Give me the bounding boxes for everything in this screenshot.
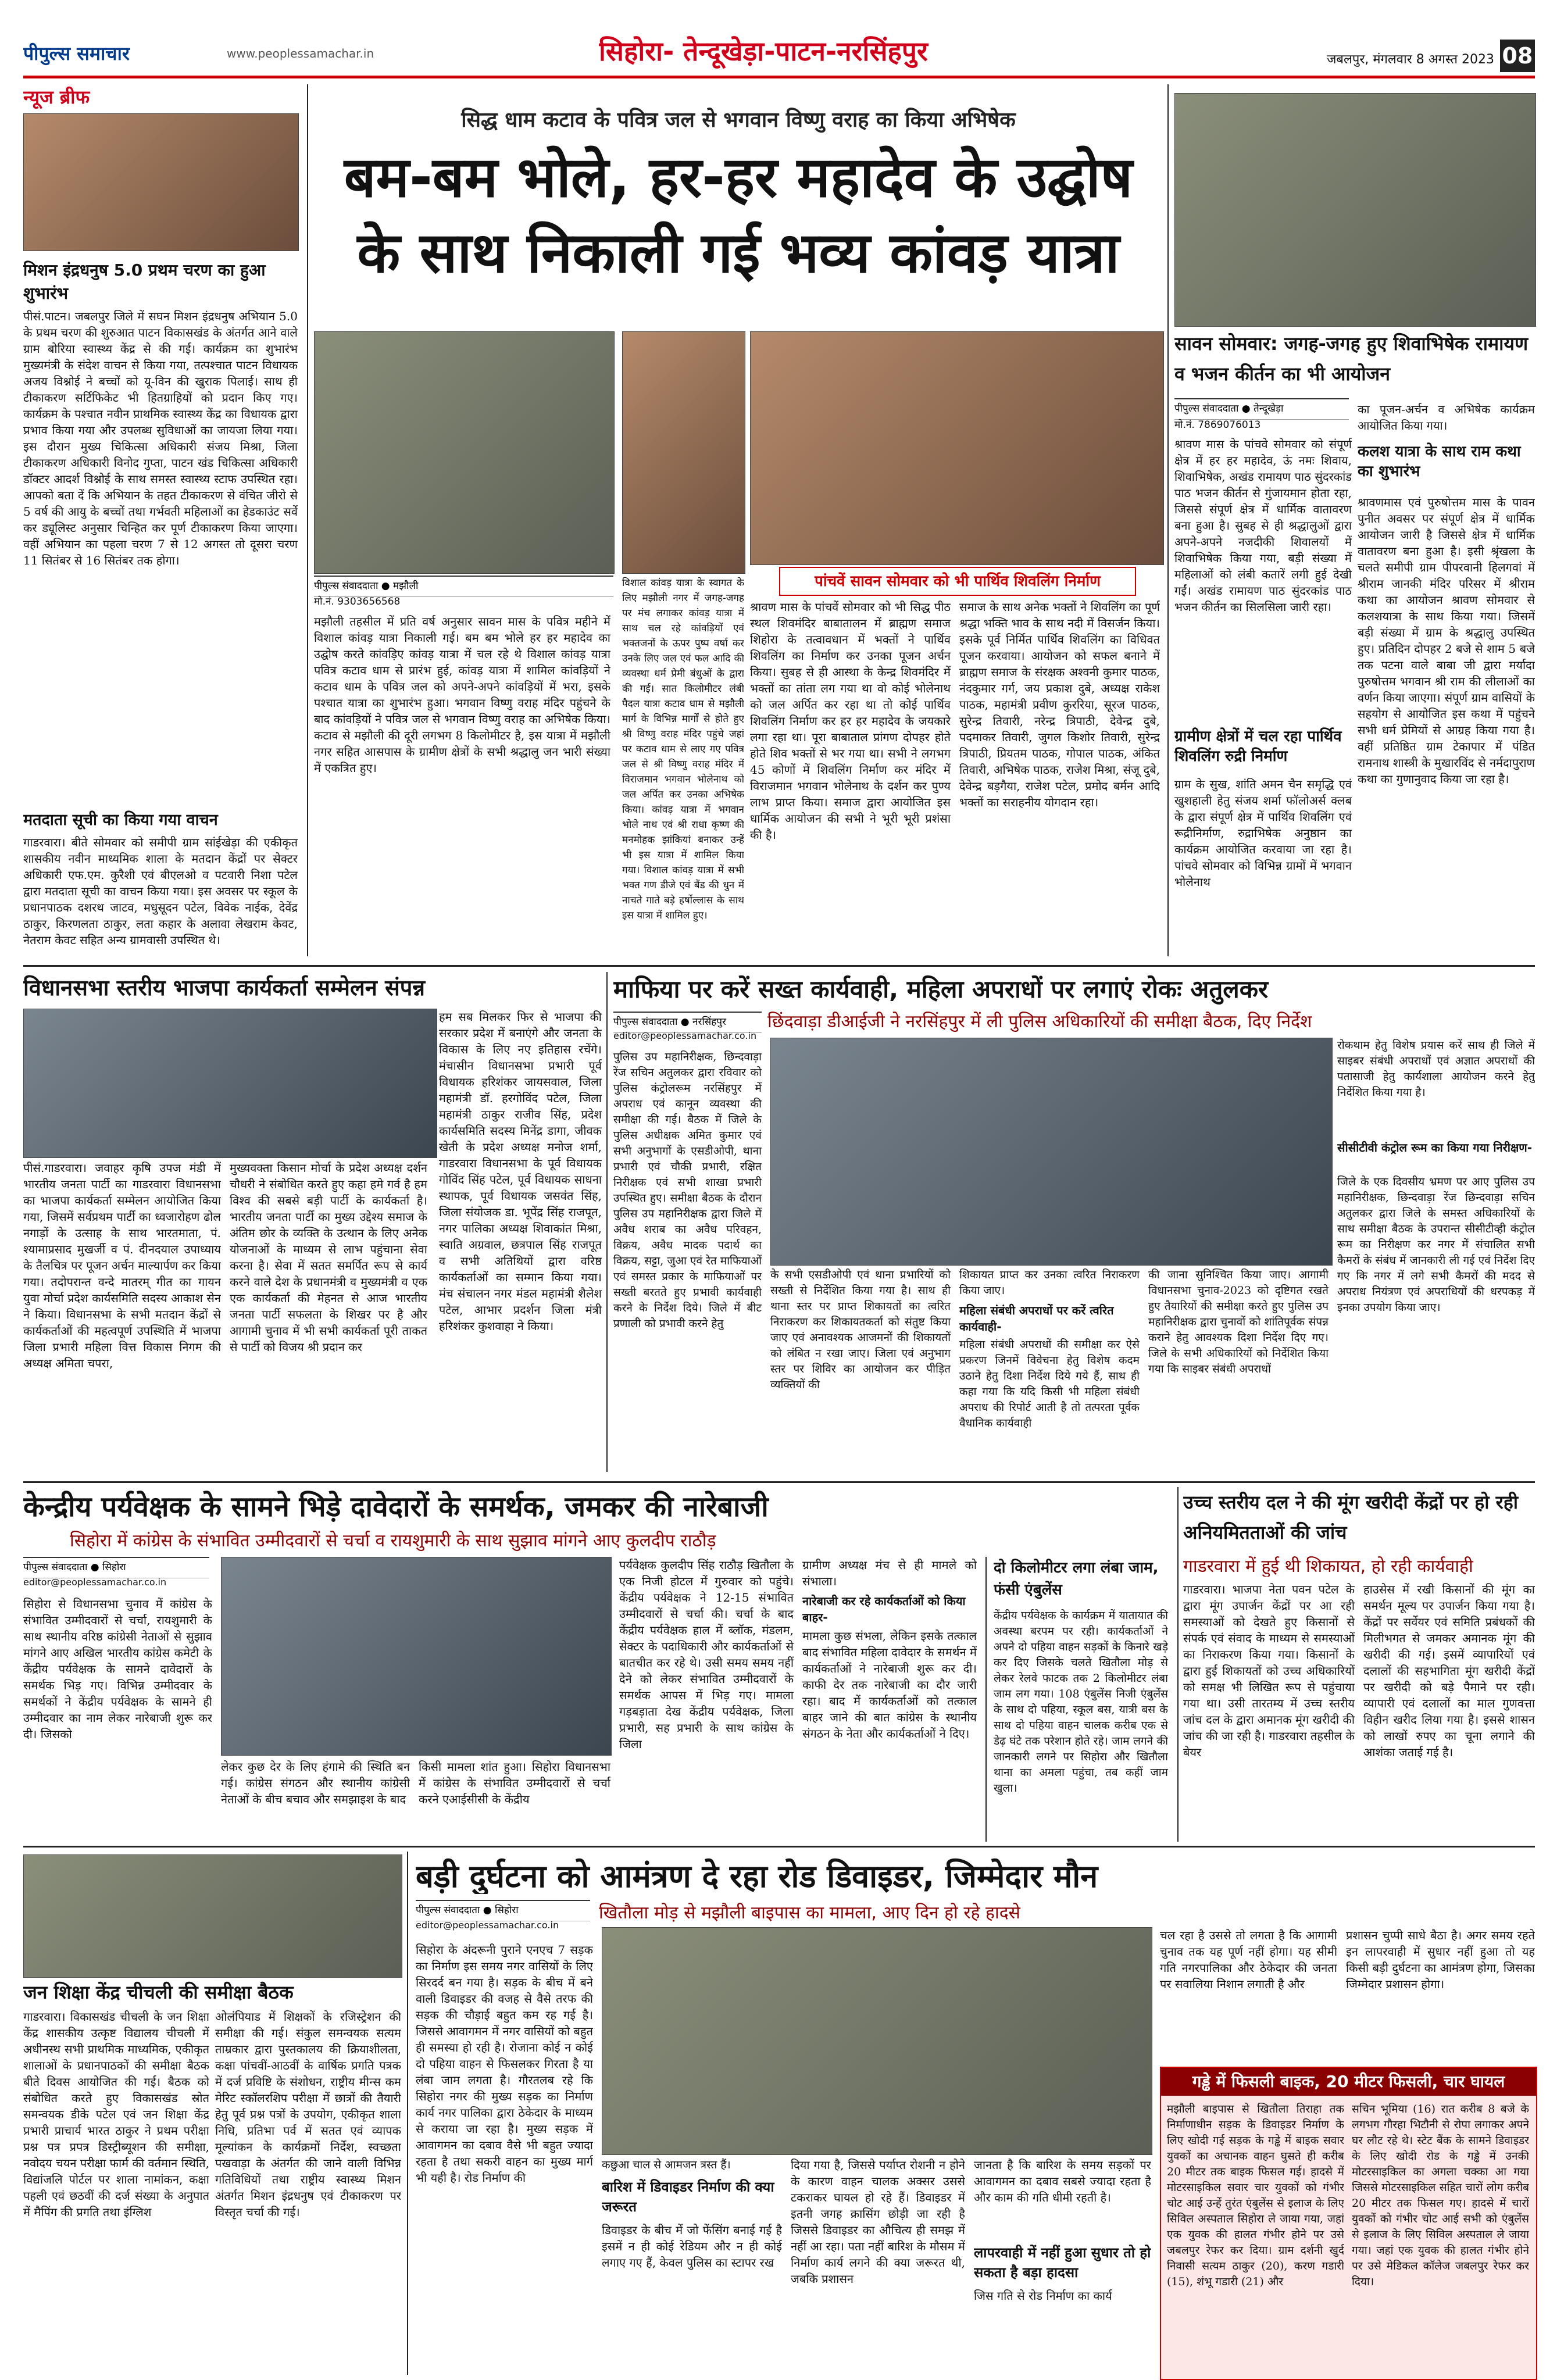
moong-col1: गाडरवारा। भाजपा नेता पवन पटेल के द्वारा मूंग उपार्जन केंद्रों पर आ रही समस्याओं को देखते हुए किसानों से संपर्क एवं संवाद के माध्यम से समस्याओं का निराकरण किया गया। किसानों के द्वारा हुई शिकायतों को उच्च अधिकारियों को समक्ष भी लिखित रूप से पहुंचाया गया था। उसी तारतम्य में उच्च स्तरीय जांच दल के द्वारा अमानक मूंग खरीदी की जांच की जा रही है। गाडरवारा तहसील के बेयर — [1183, 1582, 1355, 1759]
divider-col3: जानता है कि बारिश के समय सड़कों पर आवागमन का दबाव सबसे ज्यादा रहता है और काम की गति धीमी रहती है। — [974, 2158, 1151, 2204]
divider-col2: दिया गया है, जिससे पर्याप्त रोशनी न होने के कारण वाहन चालक अक्सर उससे टकराकर घायल हो रहे हैं। डिवाइडर में इतनी जगह क्रासिंग छोड़ी जा रही है जिससे डिवाइडर का औचित्य ही समझ में नहीं आ रहा। पता नहीं बारिश के मौसम में निर्माण कार्य लगने की क्या जरूरत थी, जबकि प्रशासन — [791, 2158, 965, 2286]
mafia-sub1: महिला संबंधी अपराधों पर करें त्वरित कार्यवाही- — [959, 1303, 1114, 1334]
bike-headline: गड्ढे में फिसली बाइक, 20 मीटर फिसली, चार घायल — [1161, 2068, 1536, 2096]
row2-rule — [23, 1481, 1535, 1483]
brief-photo — [23, 113, 299, 251]
bike-box — [1160, 2067, 1537, 2380]
lead-photo-left — [314, 331, 615, 574]
bjp-col2: मुख्यवक्ता किसान मोर्चा के प्रदेश अध्यक्ष दर्शन चौधरी ने संबोधित करते हुए कहा हमे गर्व है हम विश्व की सबसे बड़ी पार्टी के कार्यकर्ता है। भारतीय जनता पार्टी का मुख्य उद्देश्य समाज के अंतिम छोर के व्यक्ति के उत्थान के लिए अनेक योजनाओं के माध्यम से लाभ पहुंचाना सेवा करना है। सेवा में सतत समर्पित रूप से कार्य करने वाले देश के प्रधानमंत्री व मुख्यमंत्री व एक एक कार्यकर्ता की मेहनत से आज भारतीय जनता पार्टी सफलता के शिखर पर है और आगामी चुनाव में भी सभी कार्यकर्ता पूरी ताकत से पार्टी को विजय श्री प्रदान कर — [230, 1161, 427, 1354]
divider-photo — [602, 1927, 1152, 2155]
lead-headline: बम-बम भोले, हर-हर महादेव के उद्घोष के साथ निकाली गई भव्य कांवड़ यात्रा — [344, 145, 1133, 285]
bike-col2: सचिन भूमिया (16) रात करीब 8 बजे के लगभग गौरहा भिटौनी से रोपा लगाकर अपने घर लौट रहे थे। स्टेट बैंक के सामने डिवाइडर के लिए खोदी रोड के गड्ढे में उनकी मोटरसाइकिल का अगला चक्का आ गया जिससे मोटरसाइकिल सहित चारों लोग करीब 20 मीटर तक फिसल गए। हादसे में चारों युवकों को गंभीर चोट आई सभी को एंबुलेंस से इलाज के लिए सिविल अस्पताल ले जाया गया। जहां एक युवक की हालत गंभीर होने पर उसे मेडिकल कॉलेज जबलपुर रेफर कर दिया। — [1352, 2103, 1529, 2288]
lead-photo-middle — [622, 331, 745, 574]
jan-shiksha-col2: ओलंपियाड में शिक्षकों के रजिस्ट्रेशन की समीक्षा की गई। संकुल समन्वयक सत्यम ताम्रकार द्वारा पुस्तकालय की क्रियाशीलता, कक्षा पांचवीं-आठवीं के वार्षिक प्रगति पत्रक में दर्ज प्रविष्टि के संशोधन, राष्ट्रीय मीन्स कम मेरिट स्कॉलरशिप परीक्षा में छात्रों की तैयारी हेतु पूर्व प्रश्न पत्रों के उपयोग, एकीकृत शाला निधि, प्रतिभा पर्व में सतत एवं व्यापक मूल्यांकन के कार्यक्रमों निर्देश, स्वच्छता पखवाड़ा के अंतर्गत की जाने वाली विभिन्न गतिविधियों तथा राष्ट्रीय स्वास्थ्य मिशन अंतर्गत मिशन इंद्रधनुष एवं टीकाकरण पर विस्तृत चर्चा की गई। — [215, 2010, 401, 2219]
row3-rule — [23, 1846, 1535, 1847]
divider-col1: सिहोरा के अंदरूनी पुराने एनएच 7 सड़क का निर्माण इस समय नगर वासियों के लिए सिरदर्द बन गया है। सड़क के बीच में बने वाली डिवाइडर की वजह से वैसे तरफ की सड़क की चौड़ाई बहुत कम रह गई है। जिससे आवागमन में नगर वासियों को बहुत ही समस्या हो रही है। रोजाना कोई न कोई दो पहिया वाहन से फिसलकर गिरता है या लंबा जाम लगता है। गौरतलब रहे कि सिहोरा नगर की मुख्य सड़क का निर्माण कार्य नगर पालिका द्वारा ठेकेदार के माध्यम से कराया जा रहा है। मुख्य सड़क में आवागमन का दबाव वैसे भी बहुत ज्यादा रहता है तथा सकरी वाहन का मुख्य मार्ग भी यही है। रोड निर्माण की — [416, 1943, 593, 2185]
lead-phone: मो.नं. 9303656568 — [314, 596, 401, 607]
mafia-col2: के सभी एसडीओपी एवं थाना प्रभारियों को सख्ती से निर्देशित किया गया है। साथ ही थाना स्तर पर प्राप्त शिकायतों का त्वरित निराकरण कर शिकायतकर्ता को संतुष्ट किया जाए एवं अनावश्यक आजमनों की शिकायतों को लंबित न रखा जाए। जिला एवं अनुभाग स्तर पर शिविर का आयोजन कर पीड़ित व्यक्तियों की — [770, 1268, 951, 1391]
congress-col5a: ग्रामीण अध्यक्ष मंच से ही मामले को संभाला। — [802, 1558, 977, 1588]
divider-subhead: खितौला मोड़ से मझौली बाइपास का मामला, आए दिन हो रहे हादसे — [599, 1903, 1020, 1923]
jan-shiksha-divider — [407, 1852, 408, 2375]
bjp-photo — [23, 1009, 437, 1158]
mafia-col3b: महिला संबंधी अपराधों की समीक्षा कर ऐसे प्रकरण जिनमें विवेचना हेतु विशेष कदम उठाने हेतु दिशा निर्देश दिये गये हैं, साथ ही कहा गया कि यदि किसी भी महिला संबंधी अपराध की रिपोर्ट आती है तो तत्परता पूर्वक वैधानिक कार्यवाही — [959, 1338, 1140, 1430]
divider-photo-caption: कछुआ चाल से आमजन त्रस्त हैं। — [602, 2159, 731, 2171]
mafia-byline: पीपुल्स संवाददाता ● नरसिंहपुर — [613, 1012, 762, 1033]
congress-col3: किसी मामला शांत हुआ। सिहोरा विधानसभा में कांग्रेस के संभावित उम्मीदवारों से चर्चा करने एआईसीसी के केंद्रीय — [419, 1760, 610, 1806]
congress-col4: पर्यवेक्षक कुलदीप सिंह राठौड़ खितौला के एक निजी होटल में गुरुवार को पहुंचे। केंद्रीय पर्यवेक्षक ने 12-15 संभावित उम्मीदवारों से चर्चा की। चर्चा के बाद केंद्रीय पर्यवेक्षक हाल में ब्लॉक, मंडलम, सेक्टर के पदाधिकारी और कार्यकर्ताओं से बातचीत कर रहे थे। उसी समय समय नहीं देने को लेकर संभावित उम्मीदवारों के समर्थक आपस में भिड़ गए। मामला गड़बड़ाता देख केंद्रीय पर्यवेक्षक, जिला प्रभारी, सह प्रभारी के साथ कांग्रेस के जिला — [619, 1558, 794, 1751]
jan-shiksha-photo — [23, 1854, 402, 1978]
jam-box — [985, 1557, 1173, 1842]
brief1-body: पीसं.पाटन। जबलपुर जिले में सघन मिशन इंद्रधनुष अभियान 5.0 के प्रथम चरण की शुरुआत पाटन विकासखंड के अंतर्गत आने वाले ग्राम बोरिया स्वास्थ्य केंद्र से की गई। कार्यक्रम का शुभारंभ मुख्यमंत्री के संदेश वाचन से किया गया, तत्पश्चात पाटन विधायक अजय विश्नोई ने बच्चों को यू-विन की खुराक पिलाई। साथ ही टीकाकरण सर्टिफिकेट भी हितग्राहियों को प्रदान किए गए। कार्यक्रम के पश्चात नवीन प्राथमिक स्वास्थ्य केंद्र का विधायक द्वारा प्रभाव किया गया और उपलब्ध सुविधाओं का जायजा लिया गया। इस दौरान मुख्य चिकित्सा अधिकारी संजय मिश्रा, जिला टीकाकरण अधिकारी विनोद गुप्ता, पाटन खंड चिकित्सा अधिकारी डॉक्टर आदर्श विश्नोई के साथ समस्त स्वास्थ्य स्टाफ उपस्थित रहा। आपको बता दें कि अभियान के तहत टीकाकरण से वंचित जीरो से 5 वर्ष की आयु के बच्चों तथा गर्भवती महिलाओं का हेडकाउंट सर्वे कर ड्यूलिस्ट अनुसार चिन्हित कर पूर्ण टीकाकरण किया जाएगा। वहीं अभियान का पहला चरण 7 से 12 अगस्त तो दूसरा चरण 11 सितंबर से 16 सितंबर तक होगा। — [23, 309, 298, 567]
brief2-body: गाडरवारा। बीते सोमवार को समीपी ग्राम सांईखेड़ा की एकीकृत शासकीय नवीन माध्यमिक शाला के मतदान केंद्रों पर सेक्टर अधिकारी एफ.एम. कुरैशी एवं बीएलओ व पटवारी निशा पटेल द्वारा मतदाता सूची का वाचन किया गया। इस अवसर पर स्कूल के प्रधानपाठक दशरथ जाटव, मधुसूदन पटेल, विवेक नाईक, देवेंद्र ठाकुर, किरणलता ठाकुर, लता कहार के अलावा लेखराम केवट, नेतराम केवट सहित अन्य ग्रामवासी उपस्थित थे। — [23, 835, 298, 947]
mafia-col3a: शिकायत प्राप्त कर उनका त्वरित निराकरण किया जाए। — [959, 1268, 1140, 1297]
news-brief-column — [23, 84, 302, 962]
lead-kicker: सिद्ध धाम कटाव के पवित्र जल से भगवान विष्णु वराह का किया अभिषेक — [461, 108, 1016, 132]
lead-divider — [1167, 84, 1169, 956]
right-top-col2b: श्रावणमास एवं पुरुषोत्तम मास के पावन पुनीत अवसर पर संपूर्ण क्षेत्र में धार्मिक आयोजन जारी है जिससे क्षेत्र में धार्मिक वातावरण बना हुआ है। इसी श्रृंखला के चलते समीपी ग्राम पीपरवानी हिलगवां में श्रीराम जानकी मंदिर परिसर में श्रीराम कथा का आयोजन श्रावण सोमवार से कलशयात्रा के साथ किया गया। जिसमें बड़ी संख्या में ग्राम के श्रद्धालु उपस्थित हुए। प्रतिदिन दोपहर 2 बजे से शाम 5 बजे तक पटना वाले बाबा जी द्वारा मर्यादा पुरुषोत्तम भगवान श्री राम की लीलाओं का वर्णन किया जाएगा। संपूर्ण ग्राम वासियों के सहयोग से आयोजित इस कथा में पहुंचने सभी धर्म प्रेमियों से आग्रह किया गया है। वहीं प्रतिष्ठित ग्राम टेकापार में पंडित रामनाथ शास्त्री के मुखारविंद से नर्मदापुराण कथा का गुणानुवाद किया जा रहा है। — [1358, 495, 1535, 786]
mafia-sub2: सीसीटीवी कंट्रोल रूम का किया गया निरीक्षण- — [1337, 1141, 1533, 1155]
right-top-photo — [1174, 93, 1536, 327]
news-brief-label: न्यूज ब्रीफ — [23, 86, 90, 108]
lead-col4: समाज के साथ अनेक भक्तों ने शिवलिंग का पूर्ण श्रद्धा भक्ति भाव के साथ नदी में विसर्जन किया। इसके पूर्व निर्मित पार्थिव शिवलिंग का विधिवत पूजन करवाया। आयोजन को सफल बनाने में ब्राह्मण समाज के संरक्षक अश्वनी कुमार पाठक, नंदकुमार गर्ग, जय प्रकाश दुबे, अध्यक्ष राकेश पाठक, महामंत्री प्रवीण कुररिया, सूरज पाठक, सुरेन्द्र तिवारी, नरेन्द्र त्रिपाठी, देवेन्द्र दुबे, पदमाकर तिवारी, जुगल किशोर तिवारी, सुरेन्द्र त्रिपाठी, प्रियतम पाठक, गोपाल पाठक, अंकित तिवारी, अभिषेक पाठक, राजेश मिश्रा, संजू दुबे, देवेन्द्र बड़गैया, राजेश पटेल, प्रमोद बर्मन आदि भक्तों का सराहनीय योगदान रहा। — [959, 600, 1160, 809]
row1-rule — [23, 965, 1535, 967]
jan-shiksha-headline: जन शिक्षा केंद्र चीचली की समीक्षा बैठक — [23, 1981, 294, 2003]
congress-byline: पीपुल्स संवाददाता ● सिहोरा — [23, 1557, 209, 1578]
congress-sub1: नारेबाजी कर रहे कार्यकर्ताओं को किया बाहर- — [802, 1594, 966, 1624]
dateline: जबलपुर, मंगलवार 8 अगस्त 2023 — [1327, 52, 1494, 67]
divider-col4: चल रहा है उससे तो लगता है कि आगामी चुनाव तक यह पूर्ण नहीं होगा। यह सीमी गति नगरपालिका और ठेकेदार की जनता पर सवालिया निशान लगाती है और — [1160, 1928, 1337, 1991]
congress-photo — [221, 1557, 612, 1756]
bike-col1: मझौली बाइपास से खितौला तिराहा तक निर्माणाधीन सड़क के डिवाइडर निर्माण के लिए खोदी गई सड़क के गड्ढे में बाइक सवार युवकों का अचानक वाहन घुसते ही करीब 20 मीटर तक बाइक फिसल गई। हादसे में मोटरसाइकिल सवार चार युवकों को गंभीर चोट आई उन्हें तुरंत एंबुलेंस से इलाज के लिए सिविल अस्पताल सिहोरा ले जाया गया, जहां एक युवक की हालत गंभीर होने पर उसे जबलपुर रेफर कर दिया। ग्राम दर्शनी खुर्द निवासी सत्यम ठाकुर (20), करण गडारी (15), शंभू गडारी (21) और — [1167, 2103, 1344, 2288]
divider-col3b: जिस गति से रोड निर्माण का कार्य — [974, 2289, 1112, 2303]
website: www.peoplessamachar.in — [227, 47, 374, 60]
divider-email: editor@peoplessamachar.co.in — [416, 1920, 559, 1931]
right-top-col1b: ग्राम के सुख, शांति अमन चैन समृद्धि एवं खुशहाली हेतु संजय शर्मा फॉलोअर्स क्लब के द्वारा संपूर्ण क्षेत्र में पार्थिव शिवलिंग एवं रूद्रीनिर्माण, रुद्राभिषेक अनुष्ठान का कार्यक्रम आयोजित करवाया जा रहा है। पांचवे सोमवार को विभिन्न ग्रामों में भगवान भोलेनाथ — [1174, 777, 1352, 889]
mafia-email: editor@peoplessamachar.co.in — [613, 1030, 757, 1041]
right-top-byline: पीपुल्स संवाददाता ● तेन्दूखेड़ा — [1174, 398, 1349, 420]
logo: पीपुल्स समाचार — [23, 42, 130, 65]
page-number: 08 — [1500, 40, 1535, 72]
mafia-col1: पुलिस उप महानिरीक्षक, छिन्दवाड़ा रेंज सचिन अतुलकर द्वारा रविवार को पुलिस कंट्रोलरूम नरसिंहपुर में अपराध एवं कानून व्यवस्था की समीक्षा की गई। बैठक में जिले के पुलिस अधीक्षक अमित कुमार एवं सभी अनुभागों के एसडीओपी, थाना प्रभारी एवं चौकी प्रभारी, रक्षित निरीक्षक एवं सभी शाखा प्रभारी उपस्थित हुए। समीक्षा बैठक के दौरान पुलिस उप महानिरीक्षक द्वारा जिले में अवैध शराब का अवैध परिवहन, विक्रय, अवैध मादक पदार्थ का विक्रय, सट्टा, जुआ एवं रेत माफियाओं एवं समस्त प्रकार के माफियाओं पर सख्ती बरतते हुए प्रभावी कार्यवाही करने के निर्देश दिये। जिले में बीट प्रणाली को प्रभावी करने हेतु — [613, 1050, 762, 1330]
divider-byline: पीपुल्स संवाददाता ● सिहोरा — [416, 1900, 590, 1921]
divider-col2b: डिवाइडर के बीच में जो फेंसिंग बनाई गई है इसमें न ही कोई रेडियम और न ही कोई लगाए गए हैं, केवल पुलिस का स्टापर रख — [602, 2223, 782, 2270]
congress-subhead: सिहोरा में कांग्रेस के संभावित उम्मीदवारों से चर्चा व रायशुमारी के साथ सुझाव मांगने आए कुलदीप राठौड़ — [70, 1531, 716, 1551]
region-title: सिहोरा- तेन्दूखेड़ा-पाटन-नरसिंहपुर — [599, 35, 928, 67]
bjp-headline: विधानसभा स्तरीय भाजपा कार्यकर्ता सम्मेलन संपन्न — [23, 975, 426, 1000]
jam-body: केंद्रीय पर्यवेक्षक के कार्यक्रम में यातायात की अवस्था बरपम पर रही। कार्यकर्ताओं ने अपने दो पहिया वाहन सड़कों के किनारे खड़े कर दिए जिसके चलते खितौला मोड़ से लेकर रेलवे फाटक तक 2 किलोमीटर लंबा जाम लग गया। 108 एंबुलेंस निजी एंबुलेंस के साथ दो पहिया, स्कूल बस, यात्री बस के साथ दो पहिया वाहन चालक करीब एक से डेढ़ घंटे तक परेशान होते रहे। जाम लगने की जानकारी लगने पर सिहोरा और खितौला थाना का अमला पहुंचा, तब कहीं जाम खुला। — [994, 1609, 1168, 1795]
moong-col2: हाउसेस में रखी किसानों की मूंग का समर्थन मूल्य पर उपार्जन किया गया है। केंद्रों पर सर्वेयर एवं समिति प्रबंधकों की मिलीभगत से जमकर अमानक मूंग की खरीदी की गई। इसमें व्यापारियों एवं दलालों की सहभागिता मूंग खरीदी केंद्रों पर खरीदी को बड़े पैमाने पर रही। व्यापारी एवं दलालों का माल गुणवत्ता विहीन खरीद लिया गया है। इससे शासन को लाखों रुपए का चूना लगाने की आशंका जताई गई है। — [1363, 1582, 1535, 1759]
congress-email: editor@peoplessamachar.co.in — [23, 1577, 167, 1588]
mafia-col5b: जिले के एक दिवसीय भ्रमण पर आए पुलिस उप महानिरीक्षक, छिन्दवाड़ा रेंज छिन्दवाड़ा सचिन अतुलकर द्वारा जिले के समस्त अधिकारियों के साथ समीक्षा बैठक के उपरान्त सीसीटीव्ही कंट्रोल रूम का निरीक्षण कर नगर में संचालित सभी कैमरों के संबंध में जानकारी ली गई एवं निर्देश दिए गए कि नगर में लगे सभी कैमरों की मदद से अपराध नियंत्रण एवं अपराधियों की धरपकड़ में इनका उपयोग किया जाए। — [1337, 1175, 1535, 1314]
bjp-col3: हम सब मिलकर फिर से भाजपा की सरकार प्रदेश में बनाएंगे और जनता के विकास के लिए नए इतिहास रचेंगे। मंचासीन विधानसभा प्रभारी पूर्व विधायक हरिशंकर जायसवाल, जिला महामंत्री डॉ. हरगोविंद पटेल, जिला महामंत्री ठाकुर राजीव सिंह, प्रदेश कार्यसमिति सदस्य मिनेंद्र डागा, जीवक खेती के प्रदेश अध्यक्ष मनोज शर्मा, गाडरवारा विधानसभा के पूर्व विधायक गोविंद सिंह पटेल, पूर्व विधायक साधना स्थापक, पूर्व विधायक जसवंत सिंह, जिला संयोजक डा. भूपेंद्र सिंह राजपूत, नगर पालिका अध्यक्ष शिवाकांत मिश्रा, स्वाति अग्रवाल, छत्रपाल सिंह राजपूत व सभी अतिथियों द्वारा वरिष्ठ कार्यकर्ताओं का सम्मान किया गया। मंच संचालन नगर मंडल महामंत्री शैलेश पटेल, आभार प्रदर्शन जिला मंत्री हरिशंकर कुशवाहा ने किया। — [439, 1010, 602, 1333]
lead-photo-right — [750, 331, 1164, 565]
divider-col5: प्रशासन चुप्पी साधे बैठा है। अगर समय रहते इन लापरवाही में सुधार नहीं हुआ तो यह किसी बड़ी दुर्घटना का आमंत्रण होगा, जिसका जिम्मेदार प्रशासन होगा। — [1346, 1928, 1535, 1991]
masthead-rule — [23, 76, 1535, 78]
brief-divider — [307, 84, 308, 956]
right-top-col1: श्रावण मास के पांचवे सोमवार को संपूर्ण क्षेत्र में हर हर महादेव, ऊं नमः शिवाय, शिवाभिषेक, अखंड रामायण पाठ सुंदरकांड पाठ भजन कीर्तन से गुंजायमान होता रहा, जिससे संपूर्ण क्षेत्र में धार्मिक वातावरण बना हुआ है। सुबह से ही श्रद्धालुओं द्वारा अपने-अपने नजदीकी शिवालयों में शिवाभिषेक किया गया, बड़ी संख्या में महिलाओं को लंबी कतारें लगी हुई देखी गईं। अखंड रामायण पाठ सुंदरकांड पाठ भजन कीर्तन का सिलसिला जारी रहा। — [1174, 437, 1352, 614]
divider-sub1: बारिश में डिवाइडर निर्माण की क्या जरूरत — [602, 2179, 774, 2215]
divider-headline: बड़ी दुर्घटना को आमंत्रण दे रहा रोड डिवाइडर, जिम्मेदार मौन — [416, 1858, 1098, 1894]
divider-sub2: लापरवाही में नहीं हुआ सुधार तो हो सकता है बड़ा हादसा — [974, 2245, 1151, 2281]
lead-col1: मझौली तहसील में प्रति वर्ष अनुसार सावन मास के पवित्र महीने में विशाल कांवड़ यात्रा निकाली गई। बम बम भोले हर हर महादेव का उद्घोष करते कांवड़िए कांवड़ यात्रा में चल रहे थे विशाल कांवड़ यात्रा पवित्र कटाव धाम से प्रारंभ हुई, कांवड़ यात्रा में शामिल कांवड़ियों ने कटाव धाम के पवित्र जल को अपने-अपने कांवड़ियों में भरा, इसके पश्चात यात्रा का शुभारंभ हुआ। भगवान विष्णु वराह मंदिर पहुंचने के बाद कांवड़ियों ने पवित्र जल से भगवान विष्णु वराह का अभिषेक किया। कटाव से मझौली की दूरी लगभग 8 किलोमीटर है, इस यात्रा में मझौली नगर सहित आसपास के ग्रामीण क्षेत्रों के सभी श्रद्धालु जन भारी संख्या में एकत्रित हुए। — [314, 614, 610, 775]
mafia-subhead: छिंदवाड़ा डीआईजी ने नरसिंहपुर में ली पुलिस अधिकारियों की समीक्षा बैठक, दिए निर्देश — [767, 1012, 1312, 1032]
right-top-sub2: कलश यात्रा के साथ राम कथा का शुभारंभ — [1358, 443, 1521, 480]
congress-col5b: मामला कुछ संभला, लेकिन इसके तत्काल बाद संभावित महिला दावेदार के समर्थन में कार्यकर्ताओं ने नारेबाजी शुरू कर दी। काफी देर तक नारेबाजी का दौर जारी रहा। बाद में कार्यकर्ताओं को तत्काल बाहर जाने की बात कांग्रेस के स्थानीय संगठन के नेता और कार्यकर्ताओं ने दिए। — [802, 1629, 977, 1741]
brief2-headline: मतदाता सूची का किया गया वाचन — [23, 811, 218, 829]
lead-photo-caption: पांचवें सावन सोमवार को भी पार्थिव शिवलिंग निर्माण — [779, 567, 1136, 596]
lead-col2: विशाल कांवड़ यात्रा के स्वागत के लिए मझौली नगर में जगह-जगह पर मंच लगाकर कांवड़ यात्रा में साथ चल रहे कांवड़ियों एवं भक्तजनों के ऊपर पुष्प वर्षा कर उनके लिए जल एवं फल आदि की व्यवस्था धर्म प्रेमी बंधुओं के द्वारा की गई। सात किलोमीटर लंबी पैदल यात्रा कटाव धाम से मझौली मार्ग के विभिन्न मार्गों से होते हुए श्री विष्णु वराह मंदिर पहुंचे जहां पर कटाव धाम से लाए गए पवित्र जल से श्री विष्णु वराह मंदिर में विराजमान भगवान भोलेनाथ को जल अर्पित कर उनका अभिषेक किया। कांवड़ यात्रा में भगवान भोले नाथ एवं श्री राधा कृष्ण की मनमोहक झांकियां बनाकर उन्हें भी इस यात्रा में शामिल किया गया। विशाल कांवड़ यात्रा में सभी भक्त गण डीजे एवं बैंड की धुन में नाचते गाते बड़े हर्षोल्लास के साथ इस यात्रा में शामिल हुए। — [622, 577, 744, 921]
congress-col1: सिहोरा से विधानसभा चुनाव में कांग्रेस के संभावित उम्मीदवारों से चर्चा, रायशुमारी के साथ स्थानीय वरिष्ठ कांग्रेसी नेताओं से सुझाव मांगने आए अखिल भारतीय कांग्रेस कमेटी के केंद्रीय पर्यवेक्षक के सामने दावेदारों के समर्थक भिड़ गए। विभिन्न उम्मीदवार के समर्थकों ने केंद्रीय पर्यवेक्षक के सामने ही उम्मीदवार का नाम लेकर नारेबाजी शुरू कर दी। जिसको — [23, 1597, 212, 1741]
mafia-col4: की जाना सुनिश्चित किया जाए। आगामी विधानसभा चुनाव-2023 को दृष्टिगत रखते हुए तैयारियों की समीक्षा करते हुए पुलिस उप महानिरीक्षक द्वारा चुनावों को शांतिपूर्वक संपन्न कराने हेतु आवश्यक दिशा निर्देश दिए गए। जिले के सभी अधिकारियों को निर्देशित किया गया कि साइबर संबंधी अपराधों — [1148, 1268, 1329, 1375]
jam-headline: दो किलोमीटर लगा लंबा जाम, फंसी एंबुलेंस — [994, 1559, 1159, 1599]
lead-col3: श्रावण मास के पांचवें सोमवार को भी सिद्ध पीठ स्थल शिवमंदिर बाबातालन में ब्राह्मण समाज शिहोरा के तत्वावधान में भक्तों ने पार्थिव शिवलिंग का निर्माण कर उनका पूजन अर्चन किया। सुबह से ही आस्था के केन्द्र शिवमंदिर में भक्तों का तांता लग गया था वो कोई भोलेनाथ को जल अर्पित कर रहा था तो कोई पार्थिव शिवलिंग निर्माण कर हर हर महादेव के जयकारे लगा रहा था। पूरा बाबाताल प्रांगण दोपहर होते होते शिव भक्तों से भर गया था। सभी ने लगभग 45 कोणों में शिवलिंग निर्माण कर मंदिर में विराजमान भगवान भोलेनाथ के दर्शन कर पुण्य लाभ प्राप्त किया। समाज द्वारा आयोजित इस धार्मिक आयोजन की सभी ने भूरी भूरी प्रशंसा की है। — [750, 600, 951, 842]
masthead — [23, 12, 1535, 76]
jan-shiksha-col1: गाडरवारा। विकासखंड चीचली के जन शिक्षा केंद्र शासकीय उत्कृष्ट विद्यालय चीचली में अधीनस्थ सभी प्राथमिक माध्यमिक, एकीकृत शालाओं के प्रधानपाठकों की समीक्षा बैठक बीते दिवस आयोजित की गई। बैठक को संबोधित करते हुए विकासखंड स्रोत समन्वयक डीके पटेल एवं जन शिक्षा केंद्र प्रभारी प्राचार्य भारत ठाकुर ने प्रथम परीक्षा प्रश्न पत्र प्रपत्र डिस्ट्रीब्यूशन की समीक्षा, नवोदय चयन परीक्षा फार्म की वर्तमान स्थिति, विद्यांजलि पोर्टल पर शाला नामांकन, कक्षा पहली एवं छठवीं की दर्ज संख्या के अनुपात में मैपिंग की प्रगति तथा इंग्लिश — [23, 2010, 209, 2219]
bjp-divider — [606, 972, 608, 1472]
moong-divider — [1177, 1487, 1179, 1842]
mafia-col5a: रोकथाम हेतु विशेष प्रयास करें साथ ही जिले में साइबर संबंधी अपराधों एवं अज्ञात अपराधों की पतासाजी हेतु कार्यशाला आयोजन करने हेतु निर्देशित किया गया है। — [1337, 1039, 1535, 1099]
right-top-sub1: ग्रामीण क्षेत्रों में चल रहा पार्थिव शिवलिंग रुद्री निर्माण — [1174, 728, 1342, 765]
right-top-phone: मो.नं. 7869076013 — [1174, 419, 1261, 431]
bjp-col1: पीसं.गाडरवारा। जवाहर कृषि उपज मंडी में भारतीय जनता पार्टी का गाडरवारा विधानसभा का भाजपा कार्यकर्ता सम्मेलन आयोजित किया गया, जिसमें सर्वप्रथम पार्टी का ध्वजारोहण ढोल नगाड़ों के उत्साह के साथ भारतमाता, पं. श्यामाप्रसाद मुखर्जी व पं. दीनदयाल उपाध्याय के तैलचित्र पर पूजन अर्चन माल्यार्पण कर किया गया। तदोपरान्त वन्दे मातरम् गीत का गायन युवा मोर्चा प्रदेश कार्यसमिति सदस्य आकाश सेन ने किया। विधानसभा के सभी मतदान केंद्रों से कार्यकर्ताओं की महत्वपूर्ण उपस्थिति में भाजपा जिला प्रभारी महिला वित्त विकास निगम की अध्यक्ष अमिता चपरा, — [23, 1161, 221, 1370]
moong-headline: उच्च स्तरीय दल ने की मूंग खरीदी केंद्रों पर हो रही अनियमितताओं की जांच — [1183, 1491, 1519, 1543]
congress-col2: लेकर कुछ देर के लिए हंगामे की स्थिति बन गई। कांग्रेस संगठन और स्थानीय कांग्रेसी नेताओं के बीच बचाव और समझाइश के बाद — [221, 1760, 410, 1806]
congress-headline: केन्द्रीय पर्यवेक्षक के सामने भिड़े दावेदारों के समर्थक, जमकर की नारेबाजी — [23, 1491, 769, 1523]
mafia-headline: माफिया पर करें सख्त कार्यवाही, महिला अपराधों पर लगाएं रोकः अतुलकर — [613, 975, 1269, 1003]
brief1-headline: मिशन इंद्रधनुष 5.0 प्रथम चरण का हुआ शुभारंभ — [23, 260, 266, 303]
lead-byline: पीपुल्स संवाददाता ● मझौली — [314, 576, 613, 597]
right-top-col2a: का पूजन-अर्चन व अभिषेक कार्यक्रम आयोजित किया गया। — [1358, 402, 1535, 433]
mafia-photo — [770, 1038, 1333, 1266]
moong-subhead: गाडरवारा में हुई थी शिकायत, हो रही कार्यवाही — [1183, 1556, 1473, 1577]
right-top-headline: सावन सोमवार: जगह-जगह हुए शिवाभिषेक रामायण व भजन कीर्तन का भी आयोजन — [1174, 333, 1529, 385]
